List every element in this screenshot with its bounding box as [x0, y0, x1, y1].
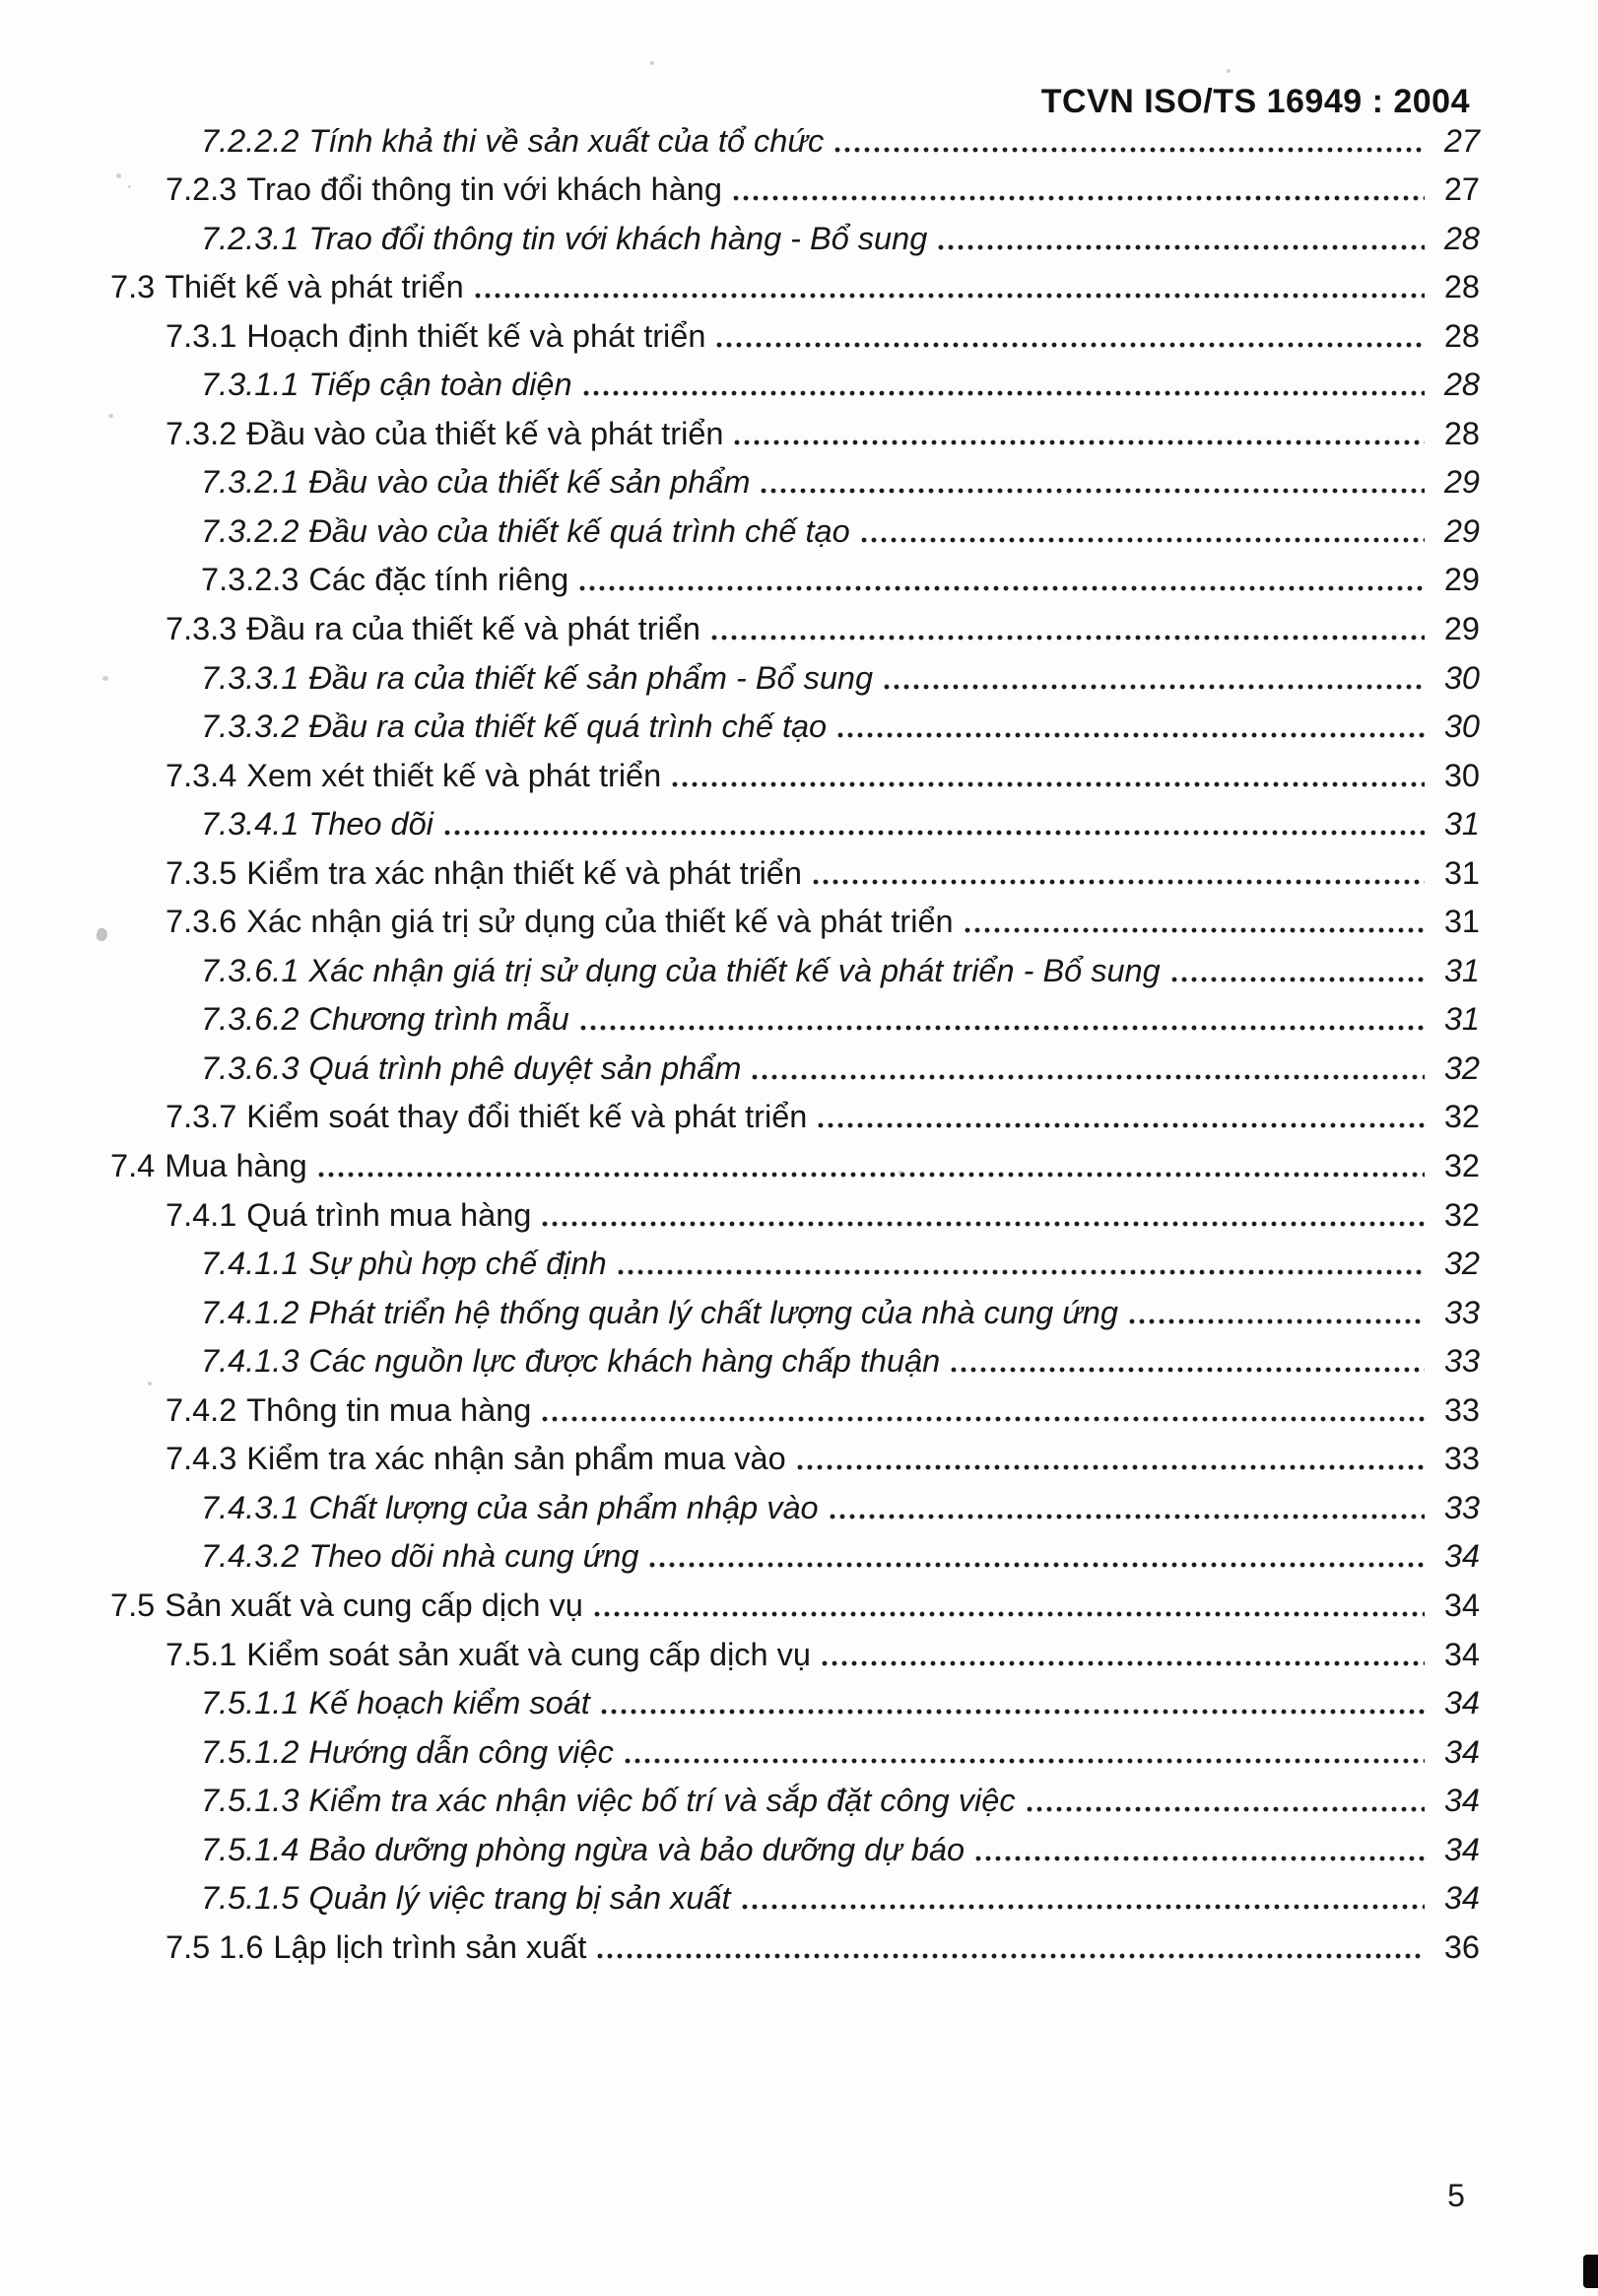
toc-entry	[110, 1921, 1480, 1970]
toc-entry	[110, 1823, 1480, 1872]
toc-dot-leader	[740, 1904, 1425, 1910]
toc-entry-label	[201, 1830, 965, 1872]
toc-entry-title: Chất lượng của sản phẩm nhập vào	[308, 1489, 819, 1525]
toc-entry-label	[110, 267, 464, 309]
toc-dot-leader	[820, 1660, 1425, 1666]
toc-entry-label	[201, 1244, 607, 1286]
toc-entry-label	[201, 560, 568, 602]
toc-entry-label	[201, 951, 1161, 993]
scan-artifact	[102, 676, 108, 681]
toc-dot-leader	[473, 293, 1425, 299]
toc-page-number: 28	[1443, 367, 1480, 403]
toc-entry	[110, 1238, 1480, 1287]
toc-entry-number: 7.3.4	[166, 757, 237, 793]
toc-page-number: 31	[1443, 904, 1480, 940]
toc-dot-leader	[963, 927, 1425, 933]
toc-entry	[110, 164, 1480, 213]
toc-entry	[110, 1725, 1480, 1775]
toc-entry-title: Hướng dẫn công việc	[308, 1733, 614, 1770]
toc-page-number: 33	[1443, 1489, 1480, 1525]
scan-artifact	[1227, 69, 1231, 73]
toc-page-number: 34	[1443, 1538, 1480, 1575]
toc-entry-number: 7.5 1.6	[166, 1928, 264, 1965]
document-header-title: TCVN ISO/TS 16949 : 2004	[1040, 83, 1470, 120]
toc-entry-label	[166, 1097, 807, 1139]
toc-entry-number: 7.4.3.2	[201, 1538, 300, 1575]
toc-entry-number: 7.4.3	[166, 1441, 237, 1477]
scan-artifact	[116, 173, 121, 178]
toc-dot-leader	[732, 439, 1425, 445]
toc-dot-leader	[623, 1758, 1425, 1764]
toc-entry-number: 7.3.6.3	[201, 1049, 300, 1086]
toc-dot-leader	[731, 195, 1425, 201]
toc-entry-title: Kiểm soát sản xuất và cung cấp dịch vụ	[246, 1636, 811, 1672]
toc-entry-number: 7.5.1	[166, 1636, 237, 1672]
toc-entry-title: Theo dõi	[308, 806, 433, 843]
toc-entry	[110, 1775, 1480, 1824]
toc-page-number: 29	[1443, 464, 1480, 501]
toc-entry-label	[110, 1146, 307, 1188]
toc-entry-title: Các nguồn lực được khách hàng chấp thuận	[308, 1343, 941, 1380]
toc-entry	[110, 1530, 1480, 1580]
toc-dot-leader	[714, 342, 1425, 348]
toc-entry-title: Trao đổi thông tin với khách hàng - Bổ sung	[308, 220, 928, 256]
toc-dot-leader	[442, 830, 1425, 836]
toc-entry-number: 7.3.3.1	[201, 659, 300, 696]
toc-entry-label	[201, 1536, 638, 1579]
toc-entry-label	[201, 1341, 940, 1384]
toc-entry-title: Xác nhận giá trị sử dụng của thiết kế và phát triển - Bổ sung	[308, 952, 1161, 988]
toc-entry-title: Bảo dưỡng phòng ngừa và bảo dưỡng dự báo	[308, 1831, 965, 1867]
toc-dot-leader	[816, 1122, 1425, 1128]
toc-page-number: 31	[1443, 806, 1480, 843]
scan-artifact	[108, 414, 113, 418]
toc-entry	[110, 1139, 1480, 1188]
toc-entry-title: Các đặc tính riêng	[308, 562, 569, 598]
toc-page-number: 34	[1443, 1783, 1480, 1819]
toc-entry-label	[201, 121, 824, 164]
toc-page-number: 34	[1443, 1587, 1480, 1623]
toc-entry-label	[110, 1586, 583, 1628]
toc-entry-title: Thông tin mua hàng	[246, 1391, 532, 1428]
toc-entry-number: 7.4	[110, 1148, 156, 1184]
toc-page-number: 32	[1443, 1148, 1480, 1184]
toc-page-number: 30	[1443, 709, 1480, 745]
toc-entry-number: 7.3.1	[166, 317, 237, 354]
toc-page-number: 32	[1443, 1196, 1480, 1233]
toc-entry-label	[166, 609, 700, 651]
toc-entry-title: Xác nhận giá trị sử dụng của thiết kế và phát triển	[246, 904, 954, 940]
scan-artifact	[650, 61, 654, 65]
toc-entry-label	[166, 1635, 811, 1677]
toc-entry-label	[201, 219, 927, 261]
toc-entry	[110, 309, 1480, 359]
toc-dot-leader	[540, 1221, 1425, 1227]
toc-entry-number: 7.3.1.1	[201, 367, 300, 403]
toc-page-number: 34	[1443, 1733, 1480, 1770]
toc-entry	[110, 114, 1480, 164]
toc-entry	[110, 651, 1480, 701]
toc-dot-leader	[795, 1464, 1425, 1470]
toc-entry-title: Mua hàng	[165, 1148, 307, 1184]
toc-entry	[110, 846, 1480, 896]
toc-page-number: 31	[1443, 854, 1480, 891]
toc-entry-number: 7.5.1.1	[201, 1685, 300, 1722]
toc-entry	[110, 602, 1480, 651]
toc-entry-label	[201, 999, 569, 1042]
toc-dot-leader	[859, 537, 1425, 543]
scan-corner-mark	[1583, 2255, 1598, 2288]
toc-entry	[110, 1384, 1480, 1433]
toc-entry	[110, 505, 1480, 554]
toc-entry-title: Chương trình mẫu	[308, 1001, 569, 1038]
scan-artifact	[899, 1171, 902, 1175]
toc-entry-label	[201, 511, 850, 554]
toc-entry	[110, 1091, 1480, 1140]
toc-page-number: 29	[1443, 512, 1480, 549]
toc-entry-label	[166, 316, 705, 359]
toc-entry	[110, 896, 1480, 945]
toc-entry-number: 7.3.2.2	[201, 512, 300, 549]
toc-entry-label	[201, 1878, 731, 1921]
toc-page-number: 36	[1443, 1928, 1480, 1965]
toc-dot-leader	[540, 1416, 1425, 1422]
toc-entry-label	[166, 853, 802, 896]
toc-entry-number: 7.2.2.2	[201, 122, 300, 159]
scan-artifact	[128, 185, 131, 188]
toc-page-number: 34	[1443, 1636, 1480, 1672]
toc-entry-number: 7.4.1.3	[201, 1343, 300, 1380]
toc-entry-label	[166, 756, 661, 798]
toc-entry-number: 7.3.2	[166, 415, 237, 451]
toc-entry	[110, 749, 1480, 798]
toc-dot-leader	[973, 1856, 1425, 1861]
toc-dot-leader	[936, 244, 1425, 250]
toc-entry-title: Đầu vào của thiết kế và phát triển	[246, 415, 724, 451]
toc-page-number: 27	[1443, 122, 1480, 159]
toc-entry-title: Tính khả thi về sản xuất của tổ chức	[308, 122, 825, 159]
page-number: 5	[1447, 2178, 1465, 2213]
toc-entry	[110, 212, 1480, 261]
toc-entry-number: 7.3.6.1	[201, 952, 300, 988]
toc-page-number: 28	[1443, 269, 1480, 305]
toc-entry	[110, 993, 1480, 1043]
toc-entry	[110, 1042, 1480, 1091]
toc-entry	[110, 1872, 1480, 1922]
toc-dot-leader	[577, 585, 1425, 591]
toc-entry-label	[201, 1683, 590, 1725]
toc-entry	[110, 1335, 1480, 1384]
toc-entry-title: Sự phù hợp chế định	[308, 1246, 607, 1282]
toc-entry-number: 7.5	[110, 1587, 156, 1623]
toc-page-number: 28	[1443, 415, 1480, 451]
toc-dot-leader	[811, 879, 1425, 885]
toc-entry	[110, 944, 1480, 993]
toc-entry-number: 7.3.3	[166, 611, 237, 647]
toc-entry-number: 7.3.2.3	[201, 562, 300, 598]
toc-dot-leader	[835, 732, 1425, 738]
toc-entry-number: 7.4.1.2	[201, 1294, 300, 1330]
toc-entry-title: Quá trình mua hàng	[246, 1196, 532, 1233]
toc-entry-number: 7.4.2	[166, 1391, 237, 1428]
toc-dot-leader	[599, 1709, 1425, 1715]
toc-entry	[110, 359, 1480, 408]
toc-entry-title: Lập lịch trình sản xuất	[273, 1928, 587, 1965]
toc-entry	[110, 1433, 1480, 1482]
toc-entry-title: Trao đổi thông tin với khách hàng	[246, 171, 722, 208]
toc-entry-label	[201, 1293, 1118, 1335]
toc-entry-number: 7.5.1.5	[201, 1880, 300, 1917]
toc-entry-number: 7.3	[110, 269, 156, 305]
toc-entry-label	[166, 1439, 786, 1481]
toc-entry-number: 7.3.7	[166, 1099, 237, 1135]
toc-entry-number: 7.5.1.4	[201, 1831, 300, 1867]
toc-entry-number: 7.3.2.1	[201, 464, 300, 501]
toc-entry-number: 7.5.1.2	[201, 1733, 300, 1770]
scan-artifact	[148, 1382, 152, 1385]
toc-entry	[110, 1188, 1480, 1238]
toc-entry-title: Tiếp cận toàn diện	[308, 367, 572, 403]
toc-list	[110, 114, 1480, 1970]
toc-page-number: 27	[1443, 171, 1480, 208]
toc-entry-title: Xem xét thiết kế và phát triển	[246, 757, 662, 793]
toc-entry	[110, 1579, 1480, 1628]
toc-page-number: 33	[1443, 1391, 1480, 1428]
toc-entry-label	[166, 1390, 531, 1433]
toc-page-number: 34	[1443, 1685, 1480, 1722]
toc-dot-leader	[832, 147, 1425, 153]
toc-entry	[110, 261, 1480, 310]
toc-dot-leader	[828, 1514, 1425, 1519]
toc-dot-leader	[1025, 1806, 1425, 1812]
toc-entry-number: 7.3.3.2	[201, 709, 300, 745]
toc-entry-title: Phát triển hệ thống quản lý chất lượng của nhà cung ứng	[308, 1294, 1118, 1330]
toc-dot-leader	[581, 390, 1425, 396]
toc-page-number: 32	[1443, 1246, 1480, 1282]
toc-entry-number: 7.2.3.1	[201, 220, 300, 256]
toc-dot-leader	[592, 1611, 1425, 1617]
toc-page-number: 28	[1443, 220, 1480, 256]
toc-entry-number: 7.4.1.1	[201, 1246, 300, 1282]
toc-dot-leader	[595, 1953, 1425, 1959]
toc-entry	[110, 1628, 1480, 1677]
toc-entry	[110, 1286, 1480, 1335]
toc-entry-title: Quản lý việc trang bị sản xuất	[308, 1880, 731, 1917]
toc-page-number: 29	[1443, 562, 1480, 598]
toc-entry-title: Đầu vào của thiết kế sản phẩm	[308, 464, 751, 501]
toc-entry	[110, 701, 1480, 750]
scan-artifact	[95, 927, 108, 943]
toc-dot-leader	[670, 781, 1425, 787]
toc-entry-label	[201, 658, 873, 701]
toc-page-number: 34	[1443, 1880, 1480, 1917]
toc-entry	[110, 798, 1480, 847]
toc-entry-number: 7.5.1.3	[201, 1783, 300, 1819]
toc-entry-title: Hoạch định thiết kế và phát triển	[246, 317, 706, 354]
toc-page-number: 31	[1443, 952, 1480, 988]
toc-entry-title: Đầu ra của thiết kế quá trình chế tạo	[308, 709, 828, 745]
toc-dot-leader	[750, 1074, 1425, 1080]
toc-entry-title: Kiểm tra xác nhận sản phẩm mua vào	[246, 1441, 786, 1477]
toc-entry-label	[201, 1732, 614, 1775]
toc-entry-label	[166, 414, 723, 456]
toc-dot-leader	[709, 635, 1425, 641]
toc-entry	[110, 1481, 1480, 1530]
toc-entry-title: Đầu vào của thiết kế quá trình chế tạo	[308, 512, 850, 549]
toc-entry-title: Sản xuất và cung cấp dịch vụ	[165, 1587, 583, 1623]
toc-entry-label	[166, 1195, 531, 1238]
toc-page-number: 33	[1443, 1294, 1480, 1330]
toc-entry-title: Theo dõi nhà cung ứng	[308, 1538, 639, 1575]
toc-entry-label	[201, 804, 433, 846]
toc-page-number: 30	[1443, 757, 1480, 793]
toc-dot-leader	[316, 1172, 1425, 1178]
toc-entry-label	[201, 1488, 819, 1530]
toc-entry-number: 7.3.6	[166, 904, 237, 940]
toc-page-number: 31	[1443, 1001, 1480, 1038]
toc-page-number: 29	[1443, 611, 1480, 647]
toc-entry-title: Quá trình phê duyệt sản phẩm	[308, 1049, 742, 1086]
toc-entry-label	[201, 462, 750, 505]
toc-entry-label	[166, 902, 954, 944]
toc-entry-number: 7.3.5	[166, 854, 237, 891]
toc-dot-leader	[1127, 1318, 1425, 1324]
toc-page-number: 33	[1443, 1441, 1480, 1477]
toc-entry-number: 7.4.1	[166, 1196, 237, 1233]
toc-dot-leader	[578, 1025, 1425, 1031]
toc-entry-number: 7.3.4.1	[201, 806, 300, 843]
toc-entry	[110, 407, 1480, 456]
toc-entry-title: Thiết kế và phát triển	[165, 269, 464, 305]
toc-page-number: 30	[1443, 659, 1480, 696]
toc-dot-leader	[949, 1367, 1425, 1373]
toc-entry	[110, 554, 1480, 603]
toc-entry-label	[201, 1048, 741, 1091]
toc-entry	[110, 456, 1480, 506]
toc-entry-title: Kế hoạch kiểm soát	[308, 1685, 590, 1722]
toc-dot-leader	[882, 684, 1425, 690]
toc-entry-label	[201, 365, 572, 407]
toc-page-number: 28	[1443, 317, 1480, 354]
toc-page-number: 33	[1443, 1343, 1480, 1380]
toc-page-number: 32	[1443, 1049, 1480, 1086]
toc-entry-label	[166, 1927, 586, 1970]
toc-entry-label	[201, 1781, 1016, 1823]
toc-entry-title: Kiểm tra xác nhận thiết kế và phát triển	[246, 854, 802, 891]
toc-dot-leader	[616, 1269, 1425, 1275]
toc-entry-number: 7.3.6.2	[201, 1001, 300, 1038]
toc-dot-leader	[647, 1562, 1425, 1568]
toc-page-number: 32	[1443, 1099, 1480, 1135]
toc-entry	[110, 1677, 1480, 1726]
toc-entry-title: Đầu ra của thiết kế sản phẩm - Bổ sung	[308, 659, 874, 696]
toc-entry-title: Kiểm tra xác nhận việc bố trí và sắp đặt công việc	[308, 1783, 1016, 1819]
toc-entry-title: Đầu ra của thiết kế và phát triển	[246, 611, 700, 647]
toc-entry-number: 7.4.3.1	[201, 1489, 300, 1525]
toc-dot-leader	[1169, 977, 1425, 982]
toc-entry-number: 7.2.3	[166, 171, 237, 208]
toc-page-number: 34	[1443, 1831, 1480, 1867]
toc-entry-label	[166, 169, 722, 212]
toc-entry-label	[201, 707, 827, 749]
toc-dot-leader	[759, 488, 1425, 494]
toc-entry-title: Kiểm soát thay đổi thiết kế và phát triển	[246, 1099, 808, 1135]
